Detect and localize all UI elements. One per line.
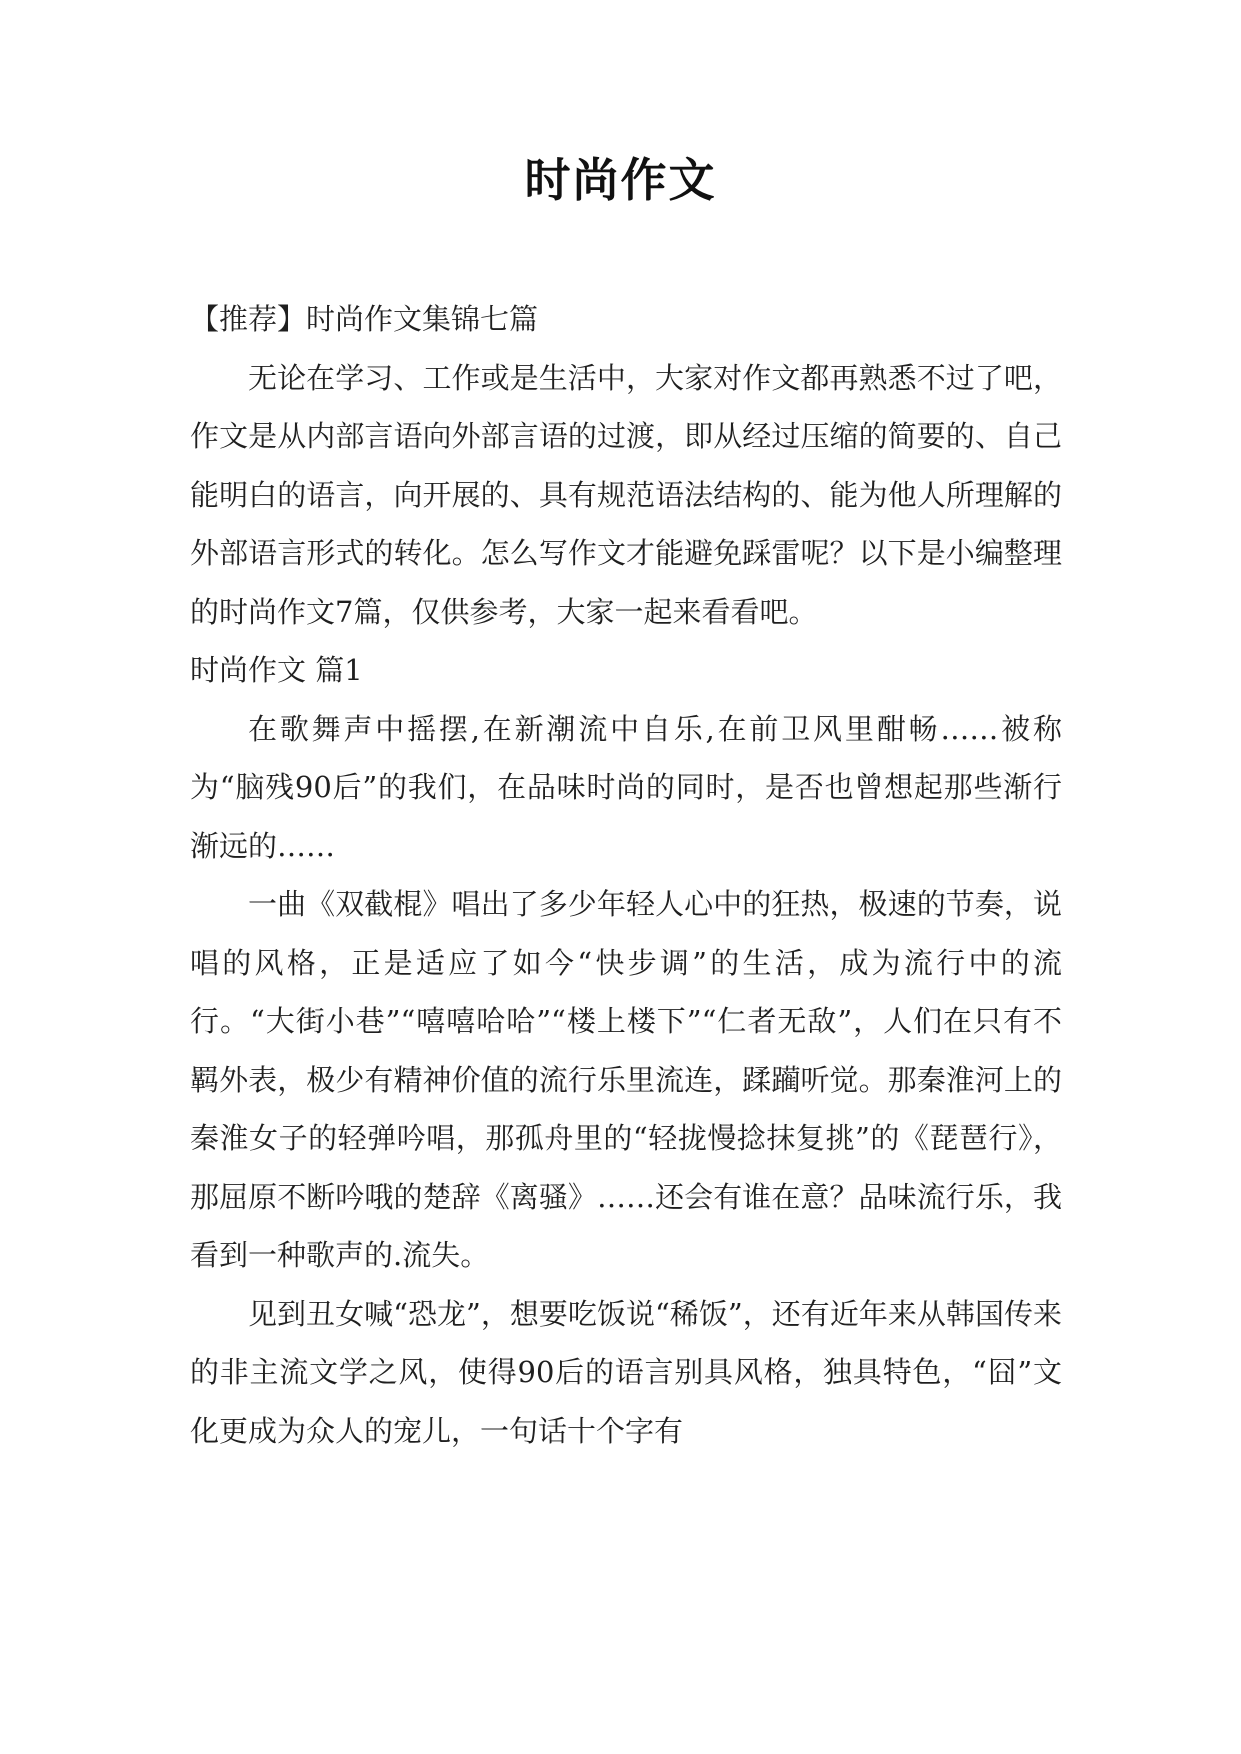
document-title: 时尚作文 bbox=[524, 153, 717, 207]
body-paragraph-3: 见到丑女喊“恐龙”，想要吃饭说“稀饭”，还有近年来从韩国传来的非主流文学之风，使得90后的语言别具风格，独具特色，“囧”文化更成为众人的宠儿，一句话十个字有 bbox=[190, 1296, 1062, 1448]
body-paragraph-1: 在歌舞声中摇摆,在新潮流中自乐,在前卫风里酣畅……被称为“脑残90后”的我们，在品味时尚的同时，是否也曾想起那些渐行渐远的…… bbox=[190, 711, 1062, 863]
body-paragraph-2: 一曲《双截棍》唱出了多少年轻人心中的狂热，极速的节奏，说唱的风格，正是适应了如今“快步调”的生活，成为流行中的流行。“大街小巷”“嘻嘻哈哈”“楼上楼下”“仁者无敌”，人们在只有不羁外表，极少有精神价值的流行乐里流连，蹂躏听觉。那秦淮河上的秦淮女子的轻弹吟唱，那孤舟里的“轻拢慢捻抹复挑”的《琵琶行》，那屈原不断吟哦的楚辞《离骚》……还会有谁在意？品味流行乐，我看到一种歌声的.流失。 bbox=[190, 887, 1062, 1272]
intro-paragraph: 无论在学习、工作或是生活中，大家对作文都再熟悉不过了吧，作文是从内部言语向外部言语的过渡，即从经过压缩的简要的、自己能明白的语言，向开展的、具有规范语法结构的、能为他人所理解的外部语言形式的转化。怎么写作文才能避免踩雷呢？以下是小编整理的时尚作文7篇，仅供参考，大家一起来看看吧。 bbox=[190, 360, 1062, 629]
document-body bbox=[190, 290, 1062, 1460]
document-subtitle: 【推荐】时尚作文集锦七篇 bbox=[190, 302, 539, 336]
section-heading: 时尚作文 篇1 bbox=[190, 653, 363, 687]
